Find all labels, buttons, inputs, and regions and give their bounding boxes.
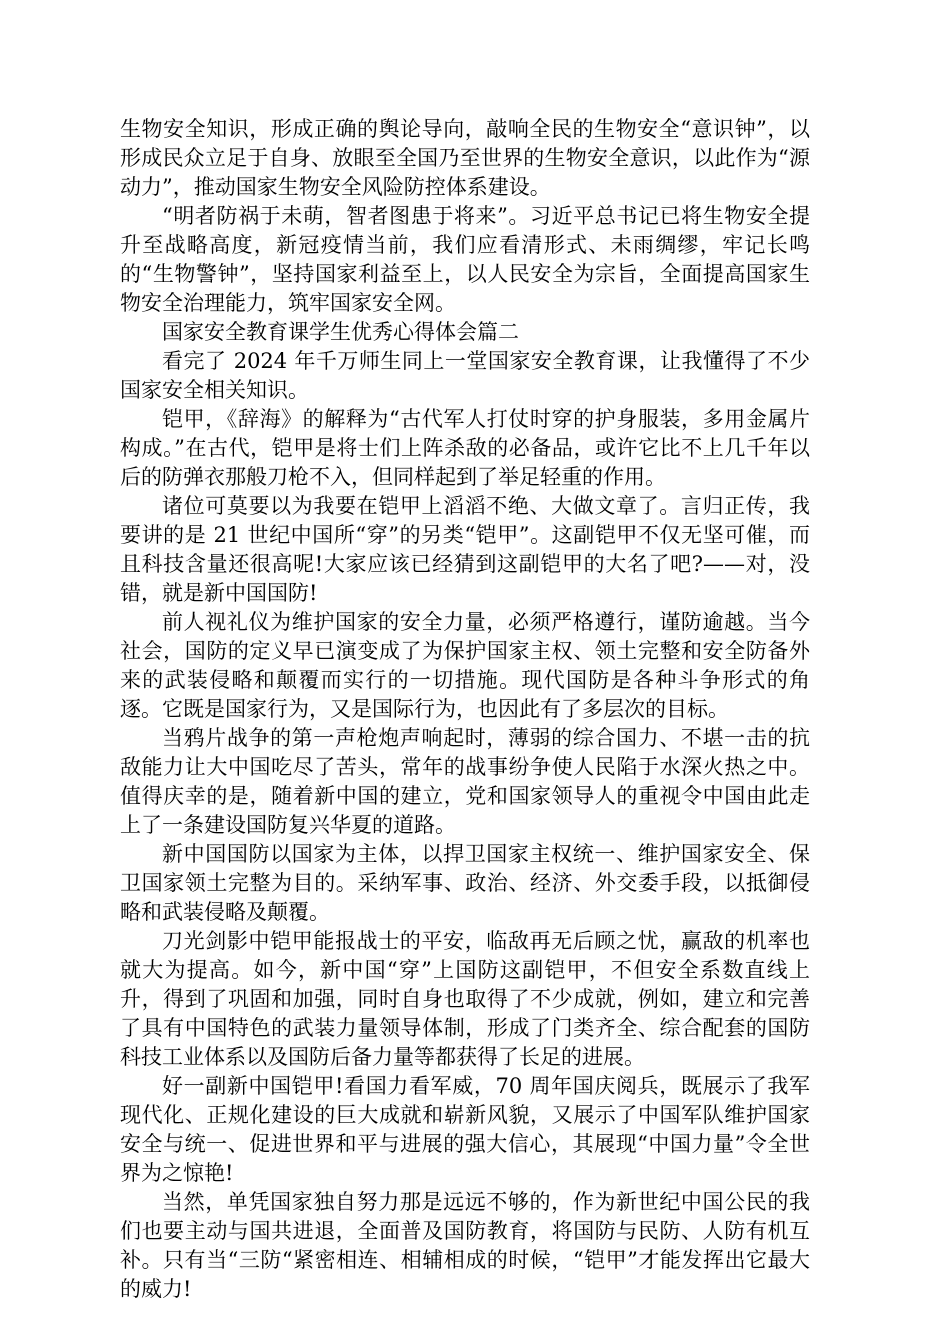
- paragraph: 生物安全知识，形成正确的舆论导向，敲响全民的生物安全“意识钟”，以形成民众立足于自身、放眼至全国乃至世界的生物安全意识，以此作为“源动力”，推动国家生物安全风险防控体系建设。: [120, 117, 810, 199]
- paragraph: “明者防祸于未萌，智者图患于将来”。习近平总书记已将生物安全提升至战略高度，新冠疫情当前，我们应看清形式、未雨绸缪，牢记长鸣的“生物警钟”，坚持国家利益至上，以人民安全为宗旨，全面提高国家生物安全治理能力，筑牢国家安全网。: [120, 204, 810, 315]
- paragraph: 当鸦片战争的第一声枪炮声响起时，薄弱的综合国力、不堪一击的抗敌能力让大中国吃尽了苦头，常年的战事纷争使人民陷于水深火热之中。值得庆幸的是，随着新中国的建立，党和国家领导人的重视令中国由此走上了一条建设国防复兴华夏的道路。: [120, 726, 810, 837]
- paragraph: 看完了 2024 年千万师生同上一堂国家安全教育课，让我懂得了不少国家安全相关知识。: [120, 349, 810, 402]
- paragraph: 新中国国防以国家为主体，以捍卫国家主权统一、维护国家安全、保卫国家领土完整为目的。采纳军事、政治、经济、外交委手段，以抵御侵略和武装侵略及颠覆。: [120, 842, 810, 924]
- paragraph: 铠甲，《辞海》的解释为“古代军人打仗时穿的护身服装，多用金属片构成。”在古代，铠甲是将士们上阵杀敌的必备品，或许它比不上几千年以后的防弹衣那般刀枪不入，但同样起到了举足轻重的作用。: [120, 407, 810, 489]
- paragraph: 刀光剑影中铠甲能报战士的平安，临敌再无后顾之忧，赢敌的机率也就大为提高。如今，新中国“穿”上国防这副铠甲，不但安全系数直线上升，得到了巩固和加强，同时自身也取得了不少成就，例如，建立和完善了具有中国特色的武装力量领导体制，形成了门类齐全、综合配套的国防科技工业体系以及国防后备力量等都获得了长足的进展。: [120, 929, 810, 1069]
- section-heading: 国家安全教育课学生优秀心得体会篇二: [162, 320, 519, 344]
- paragraph: 前人视礼仪为维护国家的安全力量，必须严格遵行，谨防逾越。当今社会，国防的定义早已演变成了为保护国家主权、领土完整和安全防备外来的武装侵略和颠覆而实行的一切措施。现代国防是各种斗争形式的角逐。它既是国家行为，又是国际行为，也因此有了多层次的目标。: [120, 610, 810, 721]
- document-body: [120, 115, 810, 1304]
- paragraph: 好一副新中国铠甲!看国力看军威，70 周年国庆阅兵，既展示了我军现代化、正规化建设的巨大成就和崭新风貌，又展示了中国军队维护国家安全与统一、促进世界和平与进展的强大信心，其展现“中国力量”令全世界为之惊艳!: [120, 1074, 810, 1185]
- paragraph: 当然，单凭国家独自努力那是远远不够的，作为新世纪中国公民的我们也要主动与国共进退，全面普及国防教育，将国防与民防、人防有机互补。只有当“三防“紧密相连、相辅相成的时候，“铠甲”才能发挥出它最大的威力!: [120, 1190, 810, 1301]
- paragraph: 诸位可莫要以为我要在铠甲上滔滔不绝、大做文章了。言归正传，我要讲的是 21 世纪中国所“穿”的另类“铠甲”。这副铠甲不仅无坚可催，而且科技含量还很高呢!大家应该已经猜到这副铠甲的大名了吧?——对，没错，就是新中国国防!: [120, 494, 810, 605]
